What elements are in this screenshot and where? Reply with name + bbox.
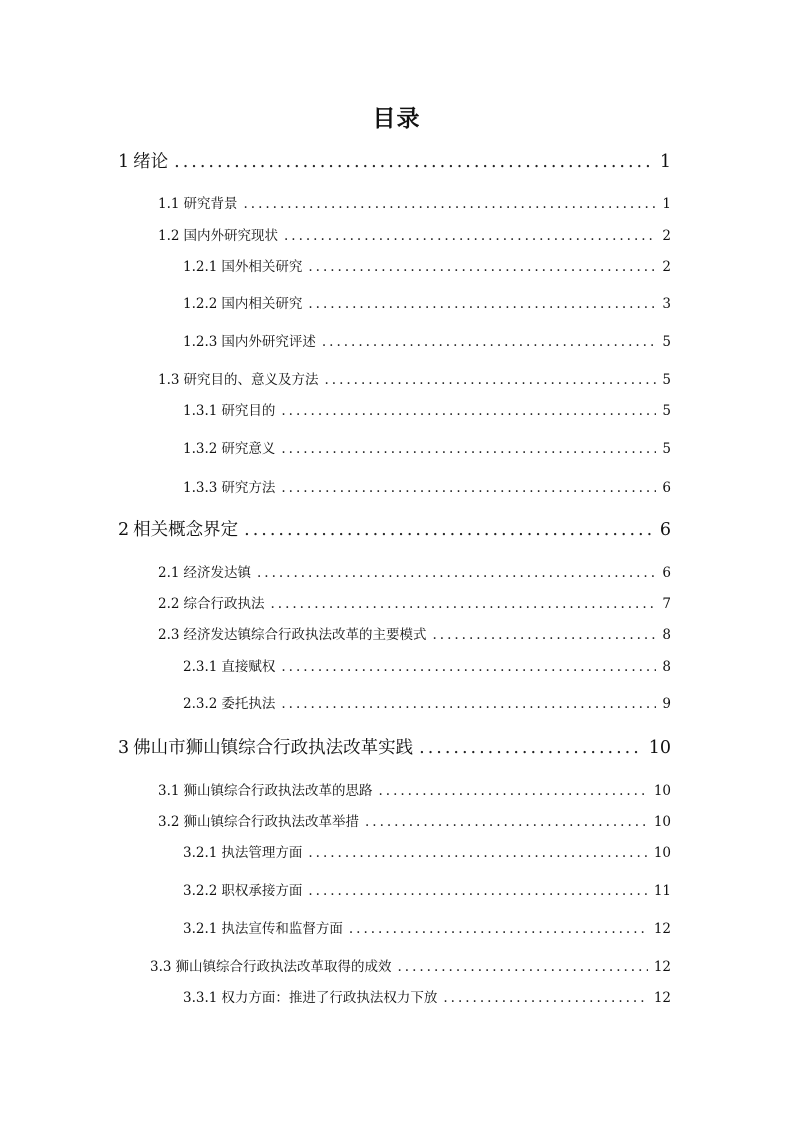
toc-entry-2-3-2[interactable] <box>183 692 671 712</box>
toc-entry-number: 1.1 <box>158 196 180 212</box>
page-title: 目录 <box>372 106 421 132</box>
toc-entry-title: 直接赋权 <box>221 659 276 675</box>
dot-leader <box>419 738 643 758</box>
dot-leader <box>244 520 654 540</box>
toc-entry-number: 3.2.1 <box>183 845 218 861</box>
toc-entry-page: 10 <box>653 814 671 830</box>
toc-entry-title: 职权承接方面 <box>221 883 303 899</box>
toc-entry-page: 7 <box>662 596 671 612</box>
toc-entry-page: 5 <box>662 372 671 388</box>
toc-entry-page: 6 <box>659 520 671 540</box>
toc-entry-title: 国内外研究现状 <box>183 228 278 244</box>
dot-leader <box>281 659 656 675</box>
toc-entry-page: 1 <box>659 152 671 172</box>
dot-leader <box>308 845 647 861</box>
toc-entry-3-1[interactable] <box>158 779 671 799</box>
toc-entry-number: 1 <box>118 152 130 172</box>
toc-entry-title: 研究意义 <box>221 441 276 457</box>
toc-entry-1-3-3[interactable] <box>183 476 671 496</box>
toc-entry-title: 相关概念界定 <box>133 520 239 540</box>
toc-entry-3-2[interactable] <box>158 810 671 830</box>
toc-entry-page: 11 <box>653 883 671 899</box>
toc-entry-1-3[interactable] <box>158 368 671 388</box>
toc-entry-3-3[interactable] <box>150 955 671 975</box>
toc-entry-number: 1.3.1 <box>183 403 218 419</box>
toc-entry-number: 3 <box>118 738 130 758</box>
toc-entry-page: 1 <box>662 196 671 212</box>
toc-entry-title: 狮山镇综合行政执法改革取得的成效 <box>175 959 392 975</box>
dot-leader <box>365 814 648 830</box>
dot-leader <box>397 959 647 975</box>
toc-entry-page: 2 <box>662 259 671 275</box>
toc-entry-title: 经济发达镇综合行政执法改革的主要模式 <box>183 627 427 643</box>
toc-entry-page: 8 <box>662 659 671 675</box>
dot-leader <box>281 441 656 457</box>
toc-entry-number: 1.2.2 <box>183 296 218 312</box>
toc-entry-title: 研究背景 <box>183 196 238 212</box>
toc-entry-number: 1.3 <box>158 372 180 388</box>
toc-entry-title: 狮山镇综合行政执法改革的思路 <box>183 783 373 799</box>
toc-entry-page: 3 <box>662 296 671 312</box>
toc-entry-title: 研究方法 <box>221 480 276 496</box>
toc-entry-number: 1.3.3 <box>183 480 218 496</box>
toc-entry-page: 6 <box>662 480 671 496</box>
dot-leader <box>270 596 656 612</box>
toc-entry-page: 10 <box>653 783 671 799</box>
dot-leader <box>284 228 656 244</box>
dot-leader <box>308 883 647 899</box>
toc-entry-1-1[interactable] <box>158 192 671 212</box>
toc-entry-number: 3.1 <box>158 783 180 799</box>
toc-entry-number: 1.2.1 <box>183 259 218 275</box>
dot-leader <box>281 480 656 496</box>
dot-leader <box>174 152 654 172</box>
toc-entry-number: 2.1 <box>158 565 180 581</box>
toc-entry-2[interactable] <box>118 516 671 541</box>
toc-entry-number: 1.3.2 <box>183 441 218 457</box>
dot-leader <box>281 403 656 419</box>
toc-entry-2-1[interactable] <box>158 561 671 581</box>
toc-entry-1[interactable] <box>118 148 671 173</box>
toc-entry-page: 12 <box>653 921 671 937</box>
toc-entry-page: 12 <box>653 959 671 975</box>
toc-entry-number: 2.3.1 <box>183 659 218 675</box>
toc-entry-title: 国内外研究评述 <box>221 334 316 350</box>
toc-entry-page: 5 <box>662 334 671 350</box>
toc-entry-page: 12 <box>653 990 671 1006</box>
toc-entry-title: 执法管理方面 <box>221 845 303 861</box>
toc-entry-page: 5 <box>662 441 671 457</box>
toc-entry-title: 佛山市狮山镇综合行政执法改革实践 <box>133 738 414 758</box>
toc-entry-title: 研究目的、意义及方法 <box>183 372 319 388</box>
toc-entry-2-3[interactable] <box>158 623 671 643</box>
toc-entry-title: 狮山镇综合行政执法改革举措 <box>183 814 359 830</box>
toc-entry-number: 1.2.3 <box>183 334 218 350</box>
toc-entry-number: 3.3 <box>150 959 172 975</box>
dot-leader <box>243 196 656 212</box>
toc-entry-page: 6 <box>662 565 671 581</box>
dot-leader <box>378 783 647 799</box>
toc-entry-page: 10 <box>648 738 671 758</box>
toc-entry-title: 绪论 <box>133 152 169 172</box>
toc-entry-2-3-1[interactable] <box>183 655 671 675</box>
toc-entry-title: 经济发达镇 <box>183 565 251 581</box>
toc-entry-page: 5 <box>662 403 671 419</box>
dot-leader <box>308 296 656 312</box>
toc-entry-title: 权力方面：推进了行政执法权力下放 <box>221 990 438 1006</box>
toc-entry-3-2-1[interactable] <box>183 841 671 861</box>
toc-entry-number: 2.3.2 <box>183 696 218 712</box>
toc-entry-3-3-1[interactable] <box>183 986 671 1006</box>
dot-leader <box>281 696 656 712</box>
toc-entry-title: 国内相关研究 <box>221 296 303 312</box>
toc-entry-title: 综合行政执法 <box>183 596 265 612</box>
toc-entry-number: 3.2.2 <box>183 883 218 899</box>
toc-entry-number: 2.3 <box>158 627 180 643</box>
toc-entry-title: 执法宣传和监督方面 <box>221 921 343 937</box>
toc-entry-page: 2 <box>662 228 671 244</box>
toc-entry-2-2[interactable] <box>158 592 671 612</box>
toc-entry-3[interactable] <box>118 734 671 759</box>
toc-entry-number: 3.2 <box>158 814 180 830</box>
toc-entry-number: 3.3.1 <box>183 990 218 1006</box>
dot-leader <box>324 372 656 388</box>
toc-entry-page: 8 <box>662 627 671 643</box>
dot-leader <box>432 627 656 643</box>
toc-entry-1-2-1[interactable] <box>183 255 671 275</box>
toc-entry-page: 10 <box>653 845 671 861</box>
dot-leader <box>257 565 656 581</box>
toc-entry-number: 2 <box>118 520 130 540</box>
toc-entry-title: 研究目的 <box>221 403 276 419</box>
toc-entry-1-3-2[interactable] <box>183 437 671 457</box>
toc-entry-number: 2.2 <box>158 596 180 612</box>
toc-entry-title: 国外相关研究 <box>221 259 303 275</box>
toc-entry-1-2-2[interactable] <box>183 292 671 312</box>
dot-leader <box>322 334 657 350</box>
toc-entry-3-2-3[interactable] <box>183 917 671 937</box>
dot-leader <box>308 259 656 275</box>
dot-leader <box>443 990 647 1006</box>
toc-entry-page: 9 <box>662 696 671 712</box>
toc-entry-1-3-1[interactable] <box>183 399 671 419</box>
dot-leader <box>349 921 648 937</box>
toc-entry-3-2-2[interactable] <box>183 879 671 899</box>
toc-entry-title: 委托执法 <box>221 696 276 712</box>
toc-entry-number: 1.2 <box>158 228 180 244</box>
toc-entry-1-2-3[interactable] <box>183 330 671 350</box>
toc-entry-number: 3.2.1 <box>183 921 218 937</box>
toc-entry-1-2[interactable] <box>158 224 671 244</box>
